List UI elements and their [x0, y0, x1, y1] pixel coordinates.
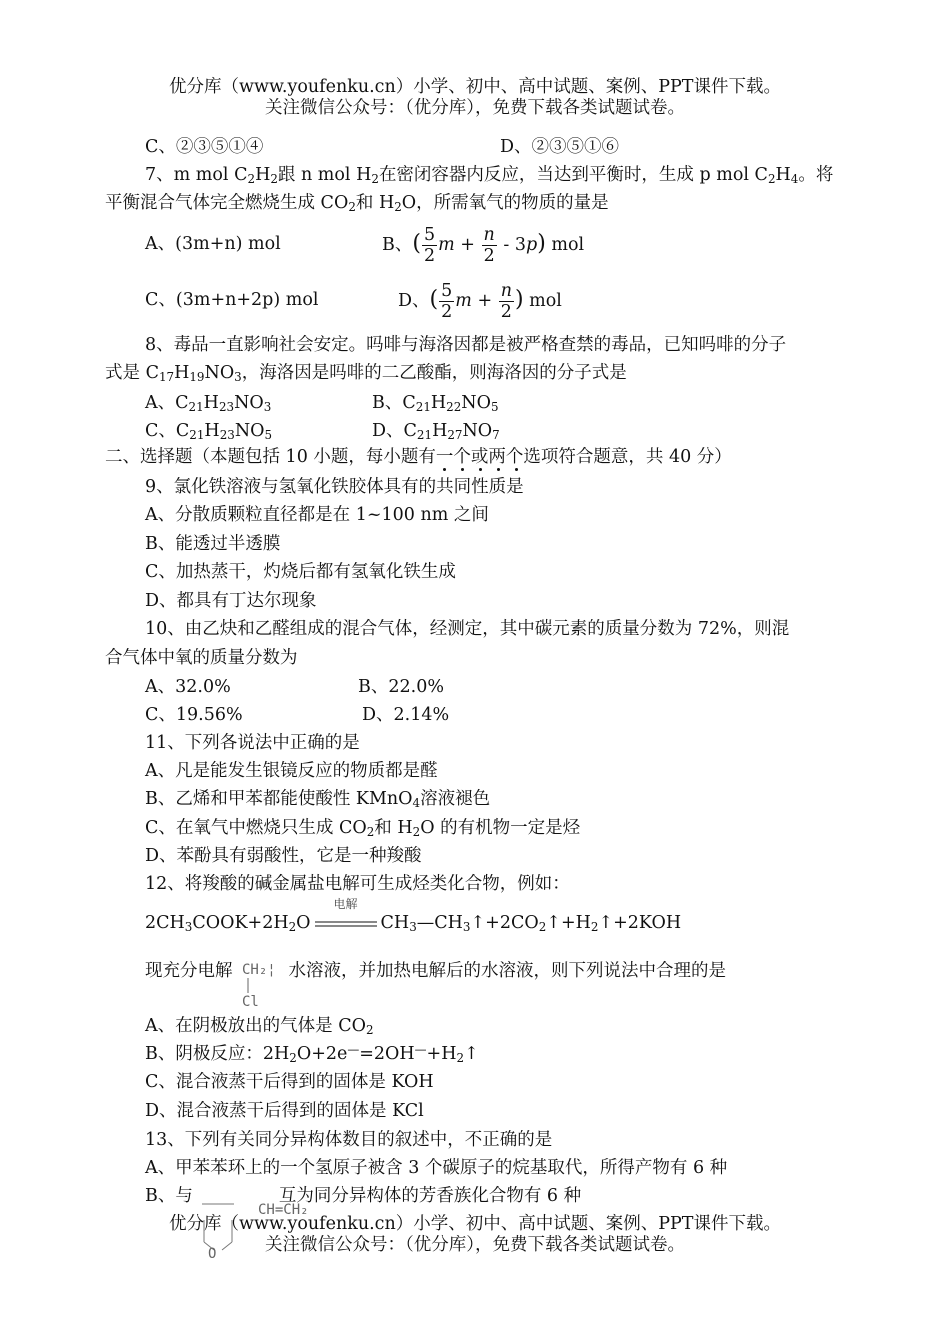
footer-line-1: 优分库（www.youfenku.cn）小学、初中、高中试题、案例、PPT课件下载。 [169, 1214, 781, 1234]
q13-option-a: A、甲苯苯环上的一个氢原子被含 3 个碳原子的烷基取代，所得产物有 6 种 [145, 1158, 728, 1178]
q8-stem-line-2: 式是 $C_{17}H_{19}NO_3$，海洛因是吗啡的二乙酸酯，则海洛因的分子式是 [105, 363, 627, 384]
q8-option-c: C、$C_{21}H_{23}NO_5$ [145, 421, 273, 442]
q7-option-c: C、(3m+n+2p) mol [145, 290, 319, 310]
q9-option-b: B、能透过半透膜 [145, 534, 281, 554]
q11-stem: 11、下列各说法中正确的是 [145, 733, 360, 753]
q12-equation: $2CH_3COOK+2H_2O$ 电解 $CH_3—CH_3↑+2CO_2↑+H_2↑+2KOH$ [145, 897, 682, 934]
q8-option-d: D、$C_{21}H_{27}NO_7$ [372, 421, 500, 442]
q10-stem-line-2: 合气体中氧的质量分数为 [105, 648, 298, 668]
q8-option-a: A、$C_{21}H_{23}NO_3$ [145, 393, 272, 414]
q11-option-d: D、苯酚具有弱酸性，它是一种羧酸 [145, 846, 422, 866]
q13-option-b: B、与 互为同分异构体的芳香族化合物有 6 种 [145, 1186, 582, 1206]
q12-option-a: A、在阴极放出的气体是 $CO_2$ [145, 1016, 374, 1037]
q7-stem-line-1: 7、m mol $C_2H_2$跟 n mol $H_2$在密闭容器内反应，当达到平衡时，生成 p mol $C_2H_4$。将 [145, 165, 834, 186]
q12-option-c: C、混合液蒸干后得到的固体是 KOH [145, 1072, 434, 1092]
q10-stem-line-1: 10、由乙炔和乙醛组成的混合气体，经测定，其中碳元素的质量分数为 72%，则混 [145, 619, 790, 639]
q10-option-c: C、19.56% [145, 705, 243, 725]
q8-option-b: B、$C_{21}H_{22}NO_5$ [372, 393, 499, 414]
q7-option-b: B、( $\frac{5}{2}$ m + $\frac{n}{2}$ - 3p) mol [382, 225, 585, 266]
q13-stem: 13、下列有关同分异构体数目的叙述中，不正确的是 [145, 1130, 553, 1150]
q12-structure-ch2: CH₂¦ [242, 962, 276, 978]
q10-option-b: B、22.0% [358, 677, 444, 697]
q9-stem: 9、氯化铁溶液与氢氧化铁胶体具有的共同性质是 [145, 477, 524, 497]
header-line-2: 关注微信公众号：（优分库），免费下载各类试题试卷。 [265, 98, 685, 118]
q12-stem-line-2: 现充分电解 水溶液，并加热电解后的水溶液，则下列说法中合理的是 [145, 961, 726, 981]
equals-arrow-icon [313, 919, 379, 929]
q10-option-a: A、32.0% [145, 677, 231, 697]
q9-option-a: A、分散质颗粒直径都是在 1~100 nm 之间 [145, 505, 489, 525]
q12-option-d: D、混合液蒸干后得到的固体是 KCl [145, 1101, 424, 1121]
section-2-heading: 二、选择题（本题包括 10 小题，每小题有一个或两个 选项符合题意，共 40 分） [105, 446, 732, 468]
q9-option-c: C、加热蒸干，灼烧后都有氢氧化铁生成 [145, 562, 456, 582]
q11-option-a: A、凡是能发生银镜反应的物质都是醛 [145, 761, 438, 781]
q12-structure-cl: Cl [242, 994, 259, 1010]
q7-option-a: A、(3m+n) mol [145, 234, 281, 254]
q11-option-b: B、乙烯和甲苯都能使酸性 KMnO$_4$溶液褪色 [145, 789, 491, 810]
q13-structure-vinyl: CH=CH₂ [258, 1202, 309, 1218]
q11-option-c: C、在氧气中燃烧只生成 $CO_2$和 $H_2O$ 的有机物一定是烃 [145, 818, 581, 839]
q12-structure-bond [244, 978, 254, 994]
q12-stem: 12、将羧酸的碱金属盐电解可生成烃类化合物，例如： [145, 874, 570, 894]
q13-structure-oxygen: O [208, 1246, 217, 1262]
q10-option-d: D、2.14% [362, 705, 450, 725]
q6-option-d: D、②③⑤①⑥ [500, 137, 620, 157]
header-line-1: 优分库（www.youfenku.cn）小学、初中、高中试题、案例、PPT课件下载。 [169, 77, 781, 97]
footer-line-2: 关注微信公众号：（优分库），免费下载各类试题试卷。 [265, 1235, 685, 1255]
electrolysis-condition: 电解 [333, 897, 358, 911]
q6-option-c: C、②③⑤①④ [145, 137, 264, 157]
q7-stem-line-2: 平衡混合气体完全燃烧生成 $CO_2$和 $H_2O$，所需氧气的物质的量是 [105, 193, 609, 214]
q9-option-d: D、都具有丁达尔现象 [145, 591, 317, 611]
q12-option-b: B、阴极反应：$2H_2O+2e^—=2OH^—+H_2↑$ [145, 1042, 479, 1065]
q7-option-d: D、( $\frac{5}{2}$ m + $\frac{n}{2}$ ) mol [398, 281, 562, 322]
q8-stem-line-1: 8、毒品一直影响社会安定。吗啡与海洛因都是被严格查禁的毒品，已知吗啡的分子 [145, 335, 787, 355]
